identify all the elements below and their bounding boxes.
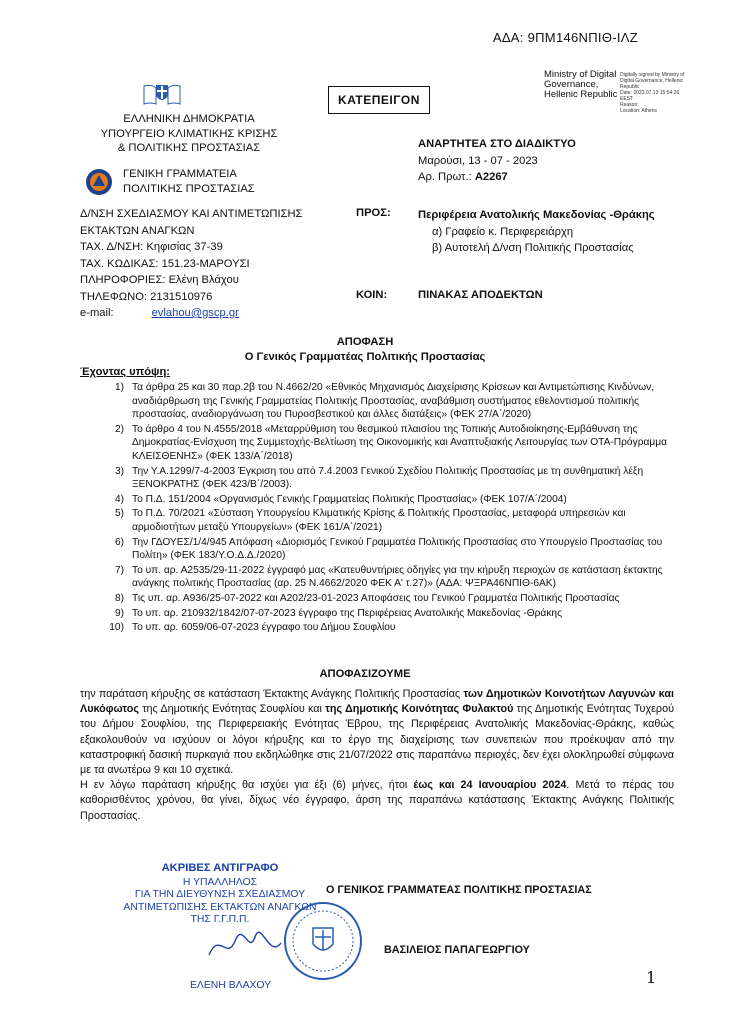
signature-detail: Reason: [620, 102, 639, 108]
civil-protection-logo-icon [84, 167, 114, 197]
copy-signatory-name: ΕΛΕΝΗ ΒΛΑΧΟΥ [190, 980, 272, 991]
list-item [80, 592, 674, 606]
para-text: την παράταση κήρυξης σε κατάσταση Έκτακτης Ανάγκης Πολιτικής Προστασίας [80, 688, 464, 700]
recipients [418, 207, 655, 257]
copy-line: ΓΙΑ ΤΗΝ ΔΙΕΥΘΥΝΣΗ ΣΧΕΔΙΑΣΜΟΥ [134, 889, 306, 901]
decision-heading [0, 335, 730, 365]
list-item [80, 493, 674, 507]
signature-org-line: Hellenic Republic [544, 89, 618, 100]
recipient-item: β) Αυτοτελή Δ/νση Πολιτικής Προστασίας [432, 242, 634, 254]
digital-signature-org [544, 70, 617, 100]
considerations-list [80, 381, 674, 636]
para-text: . Μετά το πέρας του καθορισθέντος χρόνου, θα γίνει, δίχως νέο έγγραφο, άρση της παραπάνω κατάστασης Έκτακτης Ανάγκης Πολιτικής Προστασίας. [80, 779, 674, 822]
decision-paragraph [80, 778, 674, 824]
document-info [418, 136, 576, 186]
list-item [80, 507, 674, 534]
item-text: Την Υ.Α.1299/7-4-2003 Έγκριση του από 7.4.2003 Γενικού Σχεδίου Πολιτικής Προστασίας με τη συνθηματική λέξη ΞΕΝΟΚΡΑΤΗΣ (ΦΕΚ 423/Β΄/2003). [132, 465, 644, 491]
publish-title: ΑΝΑΡΤΗΤΕΑ ΣΤΟ ΔΙΑΔΙΚΤΥΟ [418, 138, 576, 150]
official-stamp-icon [282, 900, 364, 982]
certified-copy-title: ΑΚΡΙΒΕΣ ΑΝΤΙΓΡΑΦΟ [161, 862, 279, 874]
item-text: Το υπ. αρ. Α2535/29-11-2022 έγγραφό μας «Κατευθυντήριες οδηγίες για την κήρυξη περιοχών σε κατάσταση έκτακτης ανάγκης πολιτικής Προστασίας (αρ. 25 Ν.4662/2020 ΦΕΚ Α' τ.27)» (ΑΔΑ: ΨΞΡΑ46ΝΠΙΘ-6ΑΚ) [132, 564, 663, 590]
contact-line: ΤΑΧ. Δ/ΝΣΗ: Κηφισίας 37-39 [80, 241, 223, 253]
item-number: 1) [114, 382, 124, 393]
decide-heading: ΑΠΟΦΑΣΙΖΟΥΜΕ [319, 668, 411, 680]
item-text: Το Π.Δ. 151/2004 «Οργανισμός Γενικής Γραμματείας Πολιτικής Προστασίας» (ΦΕΚ 107/Α΄/2004) [132, 493, 567, 505]
hellenic-emblem-icon [142, 82, 182, 106]
list-item [80, 621, 674, 635]
item-number: 2) [114, 423, 124, 435]
item-number: 8) [114, 592, 124, 604]
item-number: 5) [114, 508, 124, 520]
item-text: Τις υπ. αρ. Α936/25-07-2022 και Α202/23-01-2023 Αποφάσεις του Γενικού Γραμματέα Πολιτικής Προστασίας [132, 592, 620, 604]
place-date: Μαρούσι, 13 - 07 - 2023 [418, 154, 538, 167]
copy-line: ΤΗΣ Γ.Γ.Π.Π. [190, 914, 250, 926]
para-text: της Δημοτικής Ενότητας Τυχερού του Δήμου Σουφλίου, της Περιφερειακής Ενότητας Έβρου, της Περιφέρειας Ανατολικής Μακεδονίας-Θράκης, καθώς εξακολουθούν να ισχύουν οι λόγοι κήρυξης και το έργο της διαχείρισης των συνεπειών που προέκυψαν από την καταστροφική δασική πυρκαγιά που εκδηλώθηκε στις 21/07/2022 στις παραπάνω περιοχές, δεν έχει ολοκληρωθεί σύμφωνα με τα ανωτέρω 9 και 10 σχετικά. [80, 703, 674, 777]
list-item [80, 465, 674, 492]
item-text: Το υπ. αρ. 6059/06-07-2023 έγγραφο του Δήμου Σουφλίου [132, 622, 396, 634]
signature-detail: Digital Governance, Hellenic [620, 78, 684, 84]
item-text: Την ΓΔΟΥΕΣ/1/4/945 Απόφαση «Διορισμός Γενικού Γραμματέα Πολιτικής Προστασίας στο Υπουργείο Προστασίας του Πολίτη» (ΦΕΚ 183/Υ.Ο.Δ.Δ./2020) [132, 536, 663, 562]
item-number: 4) [114, 493, 124, 505]
koin-text: ΠΙΝΑΚΑΣ ΑΠΟΔΕΚΤΩΝ [418, 289, 543, 301]
contact-line: Δ/ΝΣΗ ΣΧΕΔΙΑΣΜΟΥ ΚΑΙ ΑΝΤΙΜΕΤΩΠΙΣΗΣ [80, 208, 303, 220]
item-number: 3) [114, 465, 124, 477]
signature-org-line: Ministry of Digital [544, 69, 617, 80]
protocol-label: Αρ. Πρωτ.: [418, 171, 472, 183]
para-bold: έως και 24 Ιανουαρίου 2024 [413, 779, 567, 792]
secretary-general-title: Ο ΓΕΝΙΚΟΣ ΓΡΑΜΜΑΤΕΑΣ ΠΟΛΙΤΙΚΗΣ ΠΡΟΣΤΑΣΙΑΣ [326, 884, 592, 896]
item-number: 10) [109, 622, 124, 634]
contact-line: ΤΗΛΕΦΩΝΟ: 2131510976 [80, 290, 213, 303]
protocol-number: Α2267 [474, 171, 508, 183]
to-label: ΠΡΟΣ: [356, 207, 391, 219]
list-item [80, 564, 674, 591]
list-item [80, 607, 674, 621]
email-row [80, 305, 302, 322]
signature-detail: EEST [620, 96, 634, 102]
secretariat-header [123, 167, 255, 196]
decision-paragraph [80, 687, 674, 778]
protocol-row [418, 169, 576, 186]
handwritten-signature-icon [205, 925, 285, 965]
secretariat-line: ΓΕΝΙΚΗ ΓΡΑΜΜΑΤΕΙΑ [123, 168, 237, 180]
list-item [80, 381, 674, 422]
decision-body [80, 687, 674, 824]
secretariat-line: ΠΟΛΙΤΙΚΗΣ ΠΡΟΣΤΑΣΙΑΣ [123, 182, 255, 195]
ada-code: ΑΔΑ: 9ΠΜ146ΝΠΙΘ-ΙΛΖ [492, 30, 638, 45]
list-item [80, 423, 674, 464]
para-text: Η εν λόγω παράταση κήρυξης θα ισχύει για έξι (6) μήνες, ήτοι [80, 779, 414, 792]
copy-line: Η ΥΠΑΛΛΗΛΟΣ [182, 876, 258, 888]
decision-title: ΑΠΟΦΑΣΗ [336, 336, 394, 348]
para-bold: των Δημοτικών Κοινοτήτων Λαγυνών και Λυκόφωτος [80, 688, 674, 716]
para-text: της Δημοτικής Ενότητας Σουφλίου και [139, 703, 326, 716]
contact-line: ΤΑΧ. ΚΩΔΙΚΑΣ: 151.23-ΜΑΡΟΥΣΙ [80, 257, 250, 270]
copy-line: ΑΝΤΙΜΕΤΩΠΙΣΗΣ ΕΚΤΑΚΤΩΝ ΑΝΑΓΚΩΝ [123, 901, 317, 913]
item-text: Το άρθρο 4 του Ν.4555/2018 «Μεταρρύθμιση του θεσμικού πλαισίου της Τοπικής Αυτοδιοίκησης-Εμβάθυνση της Δημοκρατίας-Ενίσχυση της Συμμετοχής-Βελτίωση της Οικονομικής και Αναπτυξιακής Λειτουργίας των ΟΤΑ-Πρόγραμμα ΚΛΕΙΣΘΕΝΗΣ» (ΦΕΚ 133/Α΄/2018) [132, 423, 668, 462]
item-number: 7) [114, 564, 124, 576]
recipient-item: α) Γραφείο κ. Περιφερειάρχη [432, 225, 574, 238]
ministry-line: ΥΠΟΥΡΓΕΙΟ ΚΛΙΜΑΤΙΚΗΣ ΚΡΙΣΗΣ [100, 127, 278, 140]
signature-detail: Date: 2023.07.13 15:54:26 [620, 90, 680, 96]
list-item [80, 536, 674, 563]
para-bold: της Δημοτικής Κοινότητας Φυλακτού [325, 703, 514, 716]
urgent-box: ΚΑΤΕΠΕΙΓΟΝ [328, 86, 430, 114]
item-text: Το υπ. αρ. 210932/1842/07-07-2023 έγγραφο της Περιφέρειας Ανατολικής Μακεδονίας -Θράκης [132, 607, 562, 619]
ministry-line: ΕΛΛΗΝΙΚΗ ΔΗΜΟΚΡΑΤΙΑ [123, 113, 255, 125]
item-number: 6) [114, 536, 124, 548]
signature-detail: Republic [620, 84, 640, 90]
contact-block [80, 206, 302, 322]
recipient-region: Περιφέρεια Ανατολικής Μακεδονίας -Θράκης [418, 209, 655, 221]
signature-detail: Location: Athens [620, 108, 657, 114]
contact-line: ΠΛΗΡΟΦΟΡΙΕΣ: Ελένη Βλάχου [80, 274, 239, 286]
contact-line: ΕΚΤΑΚΤΩΝ ΑΝΑΓΚΩΝ [80, 224, 195, 237]
ministry-line: & ΠΟΛΙΤΙΚΗΣ ΠΡΟΣΤΑΣΙΑΣ [117, 142, 261, 154]
email-link[interactable]: evlahou@gscp.gr [151, 307, 239, 319]
page-number: 1 [646, 968, 657, 987]
signature-detail: Digitally signed by Ministry of [620, 72, 685, 78]
signature-org-line: Governance, [544, 79, 599, 90]
koin-label: ΚΟΙΝ: [356, 289, 388, 301]
secretary-general-name: ΒΑΣΙΛΕΙΟΣ ΠΑΠΑΓΕΩΡΓΙΟΥ [384, 944, 530, 956]
email-label: e-mail: [80, 307, 114, 319]
item-text: Το Π.Δ. 70/2021 «Σύσταση Υπουργείου Κλιματικής Κρίσης & Πολιτικής Προστασίας, μεταφορά υπηρεσιών και αρμοδιοτήτων μεταξύ Υπουργείων» (ΦΕΚ 161/Α΄/2021) [132, 508, 626, 533]
item-number: 9) [114, 607, 124, 619]
ministry-header [84, 112, 294, 156]
item-text: Τα άρθρα 25 και 30 παρ.2β του Ν.4662/20 «Εθνικός Μηχανισμός Διαχείρισης Κρίσεων και Αντιμετώπισης Κινδύνων, αναδιάρθρωση της Γενικής Γραμματείας Πολιτικής Προστασίας, αναβάθμιση συστήματος εθελοντισμού πολιτικής προστασίας, αναδιοργάνωση του Πυροσβεστικού και άλλες διατάξεις» (ΦΕΚ 27/Α΄/2020) [132, 382, 655, 421]
having-regard-label: Έχοντας υπόψη: [80, 366, 171, 378]
decision-subtitle: Ο Γενικός Γραμματέας Πολιτικής Προστασίας [244, 351, 486, 363]
digital-signature-details [620, 72, 700, 114]
